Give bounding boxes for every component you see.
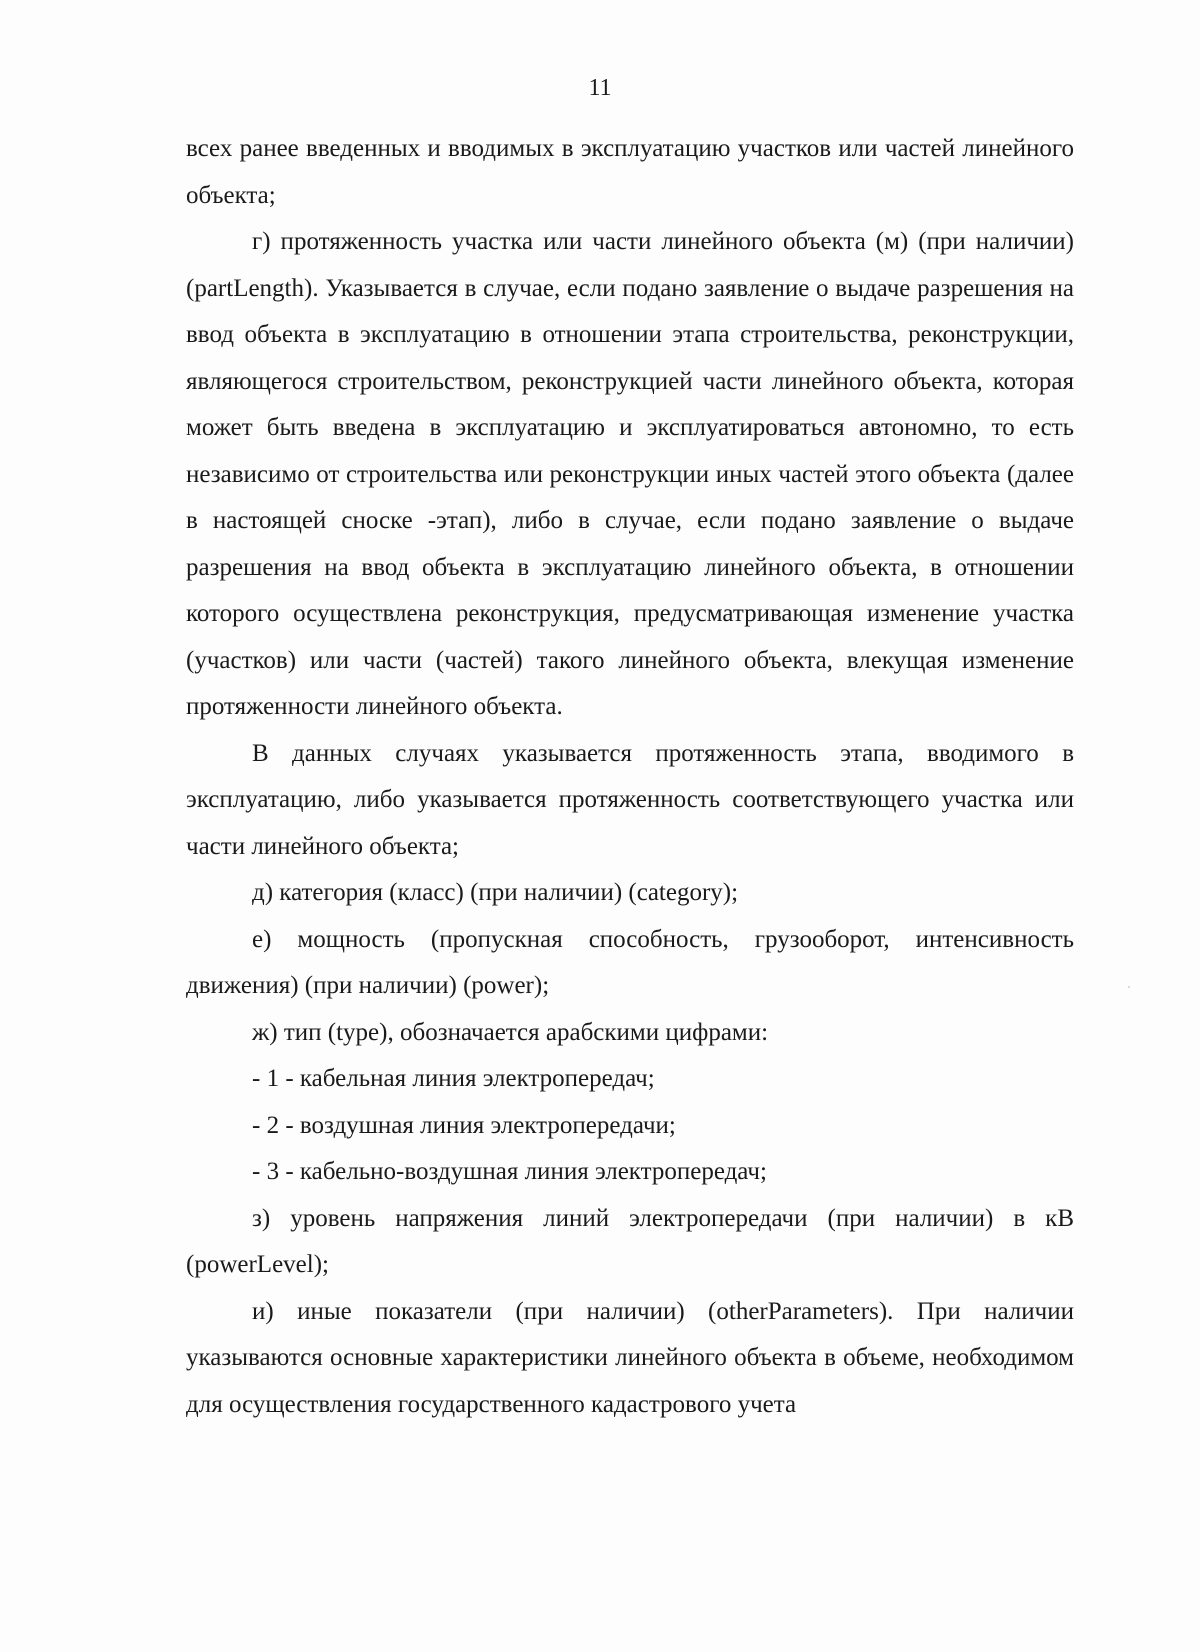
paragraph-item-e: е) мощность (пропускная способность, грузооборот, интенсивность движения) (при наличии) (power); — [186, 925, 1074, 999]
list-item-type-3: - 3 - кабельно-воздушная линия электропередач; — [252, 1158, 767, 1185]
paragraph-item-g: г) протяженность участка или части линейного объекта (м) (при наличии) (partLength). Указывается в случае, если подано заявление о выдаче разрешения на ввод объекта в эксплуатацию в отношении этапа строительства, реконструкции, являющегося строительством, реконструкцией части линейного объекта, которая может быть введена в эксплуатацию и эксплуатироваться автономно, то есть независимо от строительства или реконструкции иных частей этого объекта (далее в настоящей сноске -этап), либо в случае, если подано заявление о выдаче разрешения на ввод объекта в эксплуатацию линейного объекта, в отношении которого осуществлена реконструкция, предусматривающая изменение участка (участков) или части (частей) такого линейного объекта, влекущая изменение протяженности линейного объекта. — [186, 228, 1074, 720]
scan-speck — [1128, 986, 1130, 988]
list-item-type-1: - 1 - кабельная линия электропередач; — [252, 1065, 655, 1092]
list-item-type-2: - 2 - воздушная линия электропередачи; — [252, 1111, 676, 1139]
paragraph-continuation: всех ранее введенных и вводимых в эксплуатацию участков или частей линейного объекта; — [186, 135, 1074, 209]
paragraph-item-d: д) категория (класс) (при наличии) (category); — [252, 879, 739, 906]
body-text — [186, 126, 1074, 1428]
page-number: 11 — [588, 75, 612, 101]
paragraph-item-zh: ж) тип (type), обозначается арабскими цифрами: — [252, 1018, 769, 1046]
paragraph-note: В данных случаях указывается протяженность этапа, вводимого в эксплуатацию, либо указывается протяженность соответствующего участка или части линейного объекта; — [186, 739, 1074, 860]
paragraph-item-i: и) иные показатели (при наличии) (otherParameters). При наличии указываются основные характеристики линейного объекта в объеме, необходимом для осуществления государственного кадастрового учета — [186, 1297, 1074, 1418]
paragraph-item-z: з) уровень напряжения линий электропередачи (при наличии) в кВ (powerLevel); — [186, 1204, 1074, 1278]
